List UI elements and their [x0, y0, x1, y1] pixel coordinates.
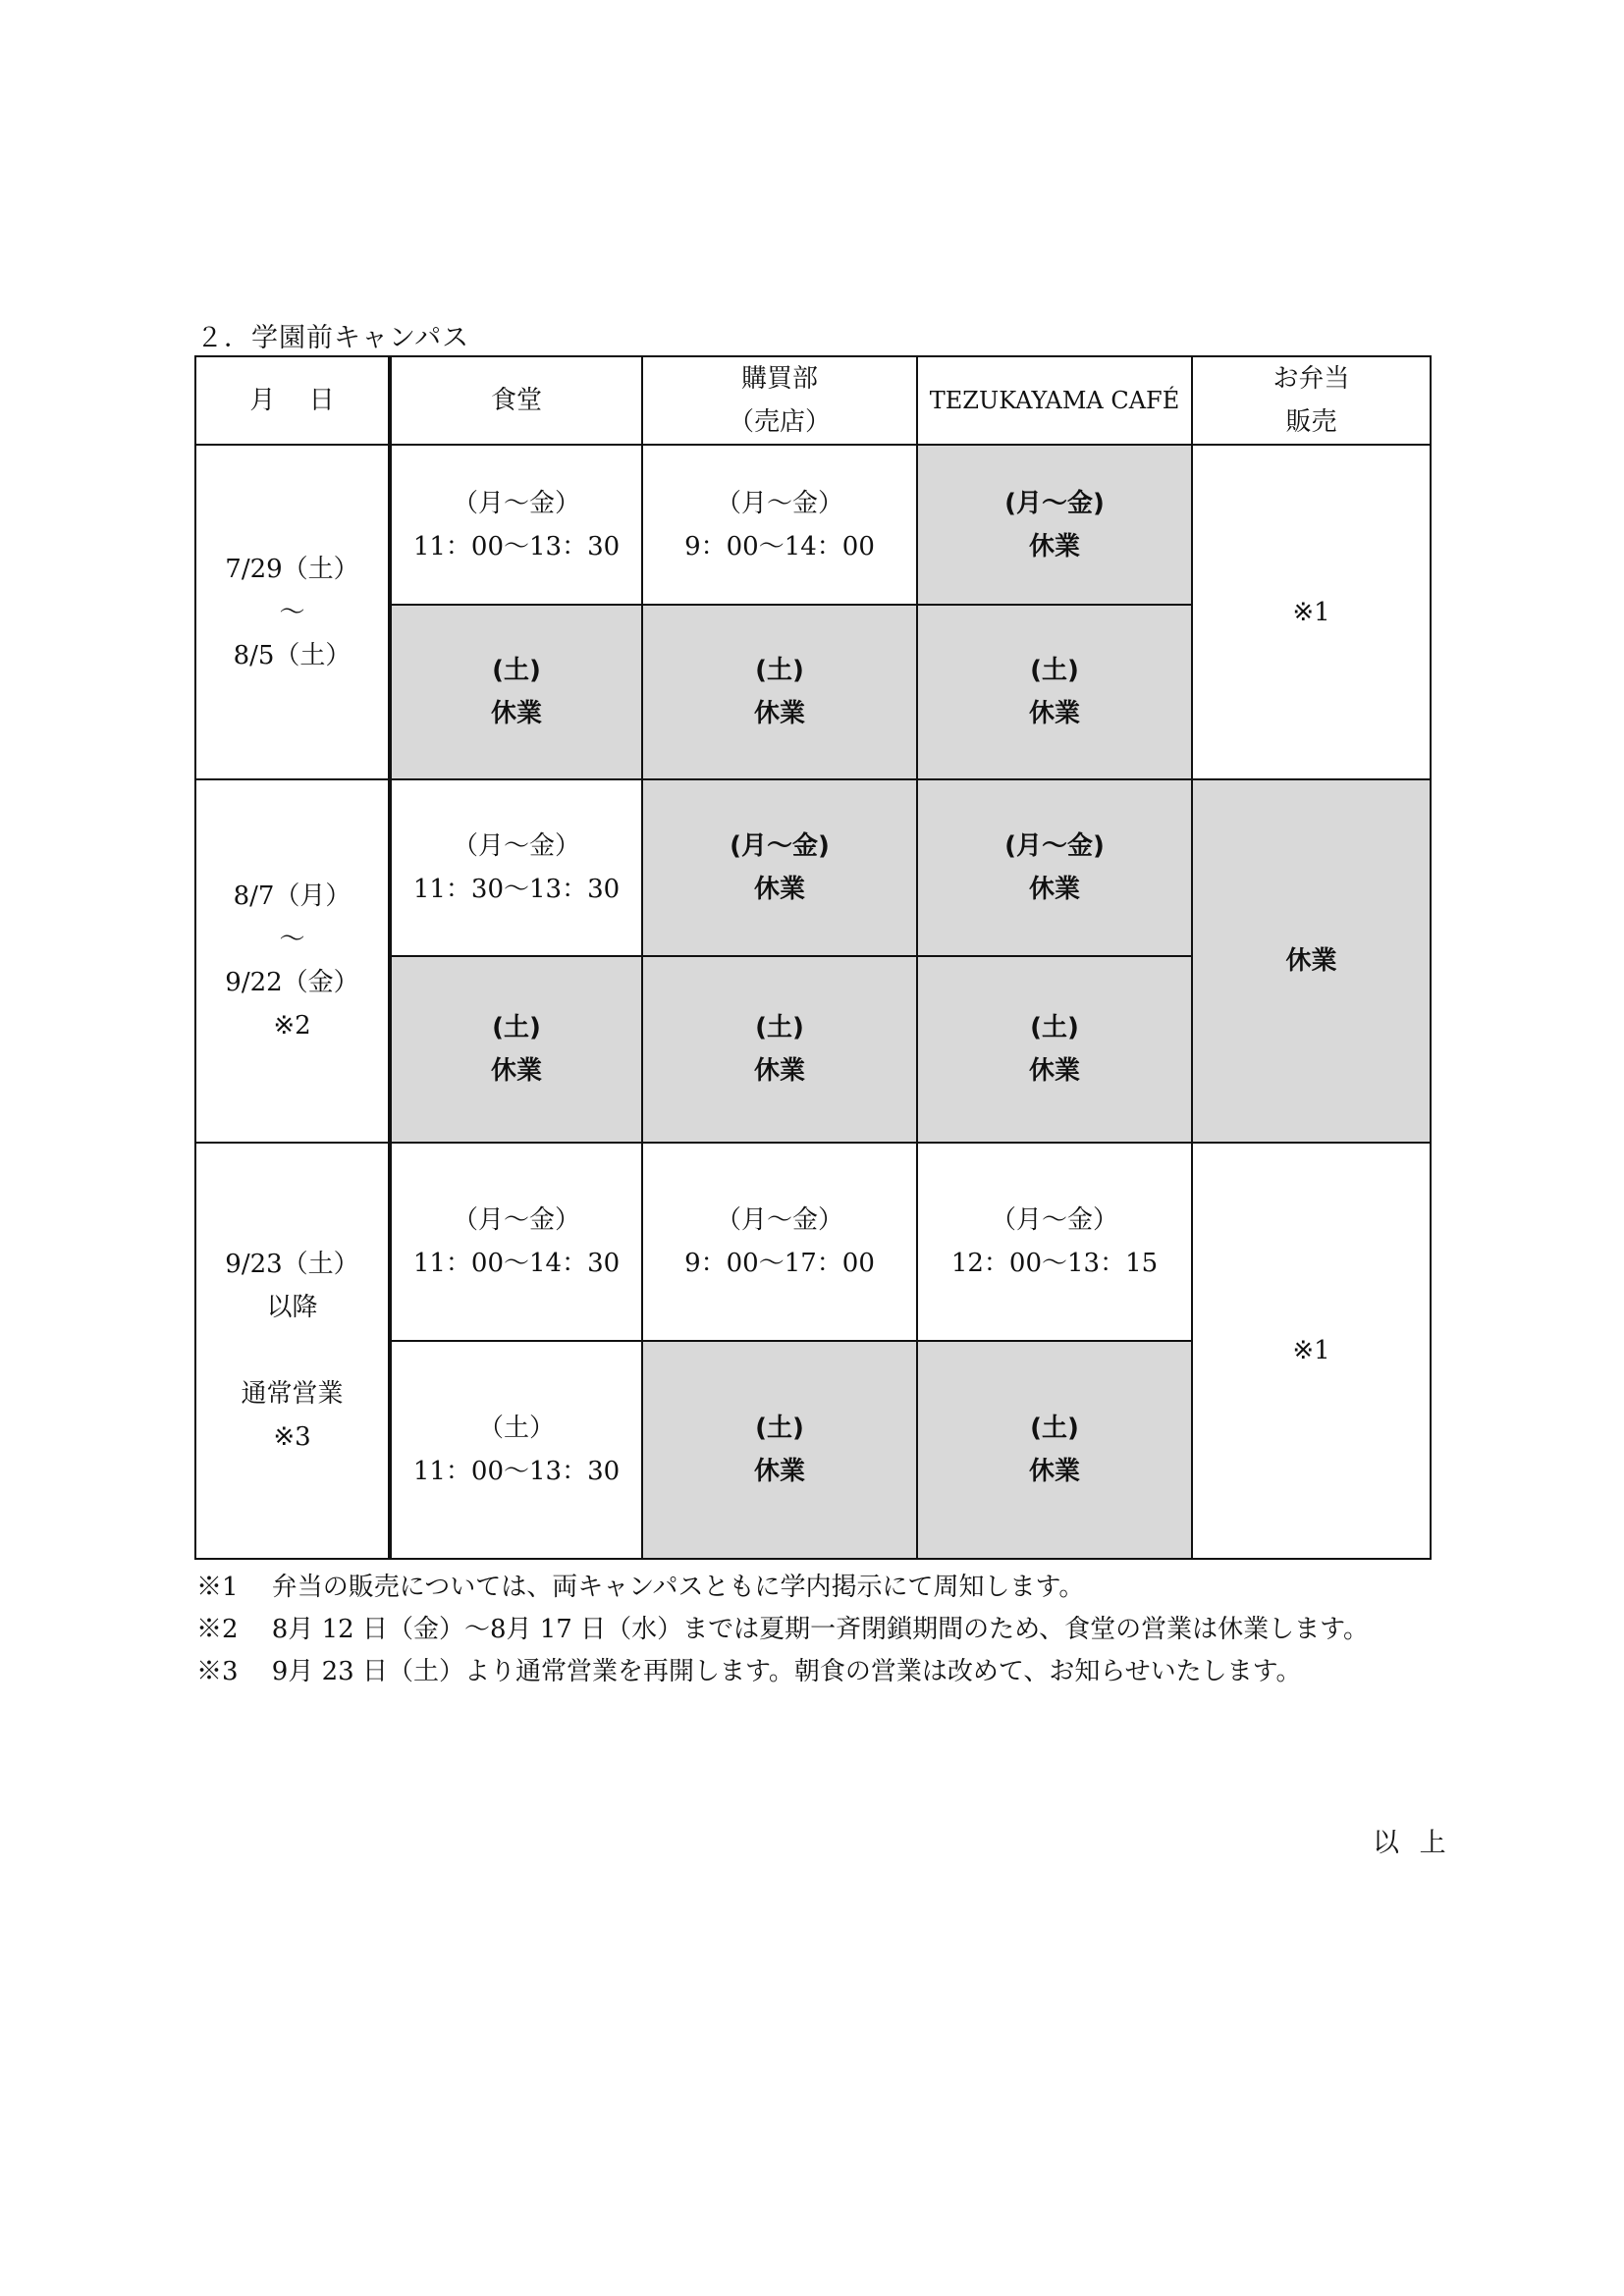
period-2-cafe-saturday: (土) 休業 [917, 956, 1192, 1143]
period-1-date: 7/29（土） ～ 8/5（土） [195, 445, 390, 779]
header-date: 月 日 [195, 356, 390, 445]
period-1-cafeteria-saturday: (土) 休業 [390, 605, 642, 779]
footnote-2: ※2 8月 12 日（金）～8月 17 日（水）までは夏期一斉閉鎖期間のため、食堂の営業は休業します。 [196, 1615, 1369, 1644]
period-3-date: 9/23（土） 以降 通常営業 ※3 [195, 1143, 390, 1559]
closing-mark: 以 上 [1373, 1828, 1452, 1858]
period-3-cafeteria-saturday: （土） 11：00～13：30 [390, 1341, 642, 1559]
period-1-bento: ※1 [1192, 445, 1431, 779]
period-1-cafe-saturday: (土) 休業 [917, 605, 1192, 779]
header-cafe: TEZUKAYAMA CAFÉ [917, 356, 1192, 445]
footnote-3: ※3 9月 23 日（土）より通常営業を再開します。朝食の営業は改めて、お知らせいたします。 [196, 1657, 1302, 1686]
period-1-shop-saturday: (土) 休業 [642, 605, 917, 779]
footnote-1: ※1 弁当の販売については、両キャンパスともに学内掲示にて周知します。 [196, 1573, 1085, 1602]
footnotes [196, 1567, 1443, 1693]
period-3-shop-saturday: (土) 休業 [642, 1341, 917, 1559]
period-1-cafe-weekday: (月～金) 休業 [917, 445, 1192, 605]
schedule-table [194, 355, 1432, 1560]
period-3-cafe-saturday: (土) 休業 [917, 1341, 1192, 1559]
period-3-bento: ※1 [1192, 1143, 1431, 1559]
period-1-cafeteria-weekday: （月～金） 11：00～13：30 [390, 445, 642, 605]
period-2-date: 8/7（月） ～ 9/22（金） ※2 [195, 779, 390, 1143]
period-3-cafeteria-weekday: （月～金） 11：00～14：30 [390, 1143, 642, 1341]
period-2-cafeteria-saturday: (土) 休業 [390, 956, 642, 1143]
period-3-shop-weekday: （月～金） 9：00～17：00 [642, 1143, 917, 1341]
period-2-weekday-row [195, 779, 1431, 956]
period-3-weekday-row [195, 1143, 1431, 1341]
header-bento: お弁当 販売 [1192, 356, 1431, 445]
period-1-weekday-row [195, 445, 1431, 605]
section-title: ２．学園前キャンパス [196, 323, 470, 353]
period-2-bento: 休業 [1192, 779, 1431, 1143]
header-row [195, 356, 1431, 445]
period-2-shop-weekday: (月～金) 休業 [642, 779, 917, 956]
period-3-cafe-weekday: （月～金） 12：00～13：15 [917, 1143, 1192, 1341]
period-2-shop-saturday: (土) 休業 [642, 956, 917, 1143]
period-2-cafeteria-weekday: （月～金） 11：30～13：30 [390, 779, 642, 956]
header-shop: 購買部 （売店） [642, 356, 917, 445]
period-1-shop-weekday: （月～金） 9：00～14：00 [642, 445, 917, 605]
header-cafeteria: 食堂 [390, 356, 642, 445]
period-2-cafe-weekday: (月～金) 休業 [917, 779, 1192, 956]
